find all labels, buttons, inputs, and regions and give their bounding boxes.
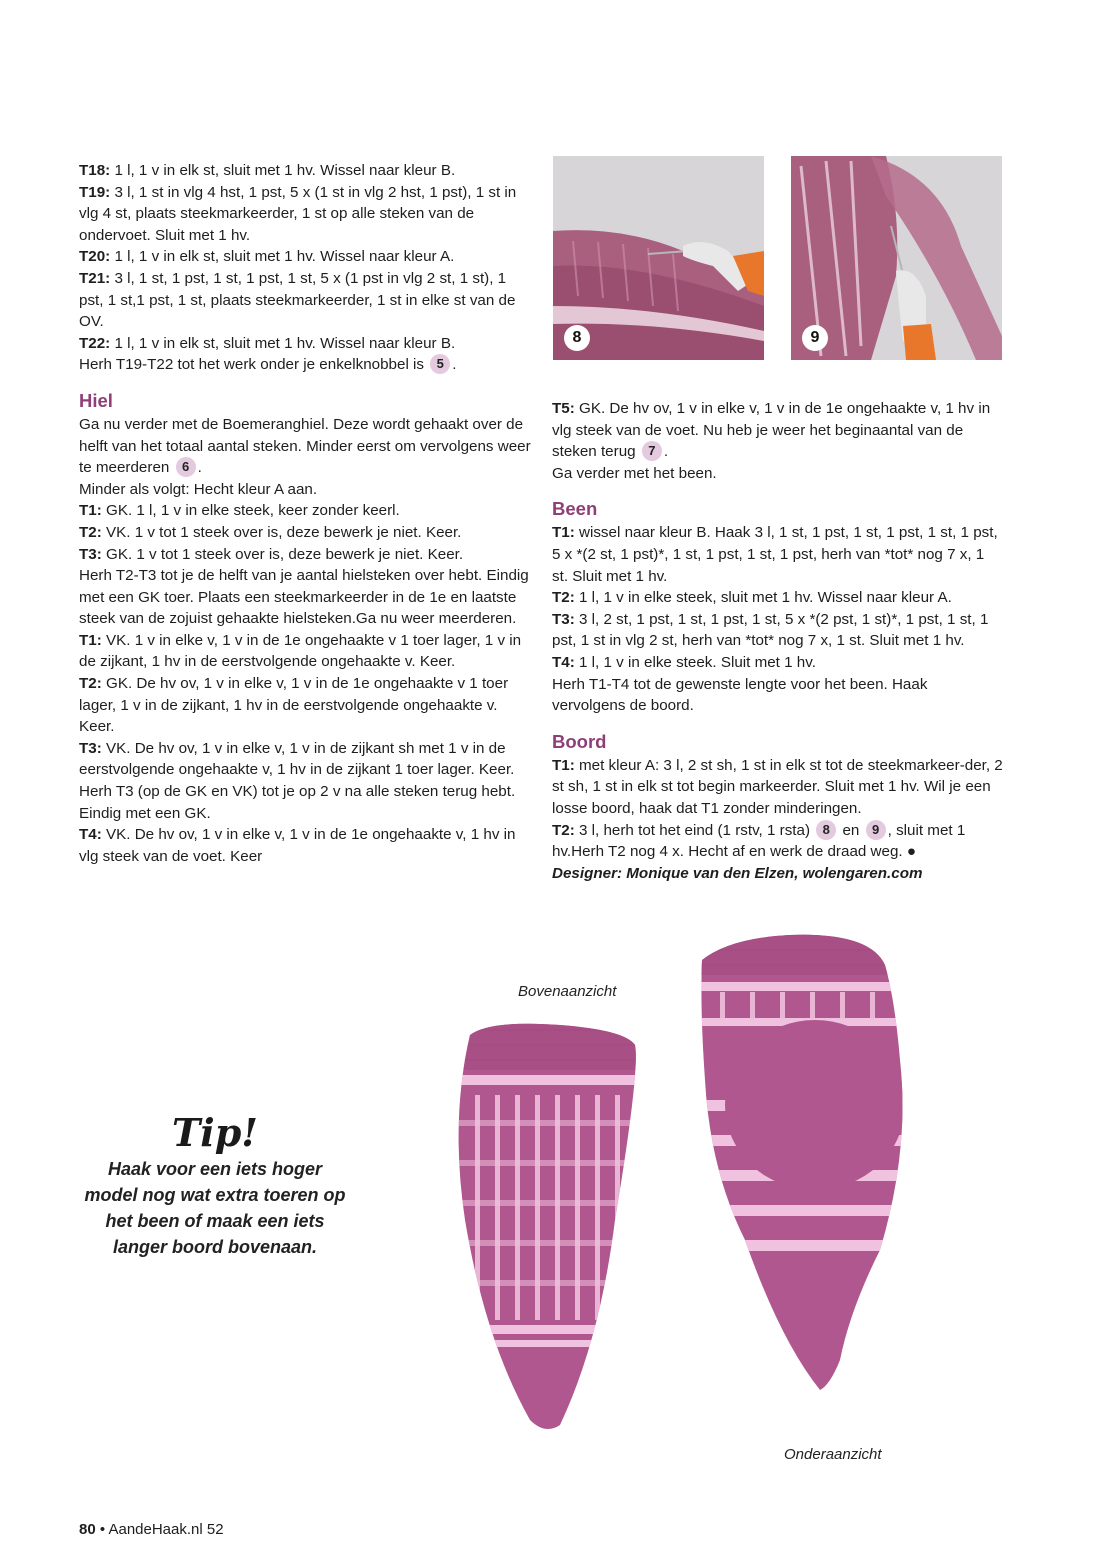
row-t19: T19: 3 l, 1 st in vlg 4 hst, 1 pst, 5 x (1 st in vlg 2 hst, 1 pst), 1 st in vlg 4 st, plaats steekmarkeerder, 1 st op alle steken van de ondervoet. Sluit met 1 hv. [79,183,517,244]
page-number: 80 [79,1521,96,1538]
designer-credit: Designer: Monique van den Elzen, wolengaren.com [552,864,923,882]
slippers-photo [430,920,940,1440]
been-row: T4: 1 l, 1 v in elke steek. Sluit met 1 hv. [552,653,816,671]
hiel-row: T3: VK. De hv ov, 1 v in elke v, 1 v in de zijkant sh met 1 v in de eerstvolgende ongehaakte v, 1 hv in de zijkant 1 toer lager. Keer. Herh T3 (op de GK en VK) tot je op 2 v na alle steken terug hebt. Eindig met een GK. [79,739,516,822]
row-t22: T22: 1 l, 1 v in elk st, sluit met 1 hv. Wissel naar kleur B. [79,334,456,352]
row-t20: T20: 1 l, 1 v in elk st, sluit met 1 hv. Wissel naar kleur A. [79,248,455,266]
step-badge: 6 [176,457,196,477]
boord-row-t1: T1: met kleur A: 3 l, 2 st sh, 1 st in elk st tot de steekmarkeer-der, 2 st sh, 1 st in elk st tot begin markeerder. Sluit met 1 hv. Wil je een losse boord, haak dat T1 zonder minderingen. [552,756,1003,817]
heel-row-t5: T5: GK. De hv ov, 1 v in elke v, 1 v in de 1e ongehaakte v, 1 hv in vlg steek van de voet. Nu heb je weer het beginaantal van de steken terug 7 . [552,400,991,461]
right-column [552,398,1004,884]
been-row: T1: wissel naar kleur B. Haak 3 l, 1 st, 1 pst, 1 st, 1 pst, 1 st, 1 pst, 5 x *(2 st, 1 pst)*, 1 st, 1 pst, 1 st, 1 pst, herh van *tot* nog 7 x, 1 st. Sluit met 1 hv. [552,524,998,585]
section-heading-hiel: Hiel [79,389,113,411]
been-row: T3: 3 l, 2 st, 1 pst, 1 st, 1 pst, 1 st, 5 x *(2 pst, 1 st)*, 1 pst, 1 st, 1 pst, 1 st in vlg 2 st, herh van *tot* nog 7 x, 1 st. Sluit met 1 hv. [552,610,989,650]
row-t18: T18: 1 l, 1 v in elk st, sluit met 1 hv. Wissel naar kleur B. [79,162,456,179]
caption-top-view: Bovenaanzicht [518,983,617,1000]
left-slipper [430,1010,670,1440]
step-badge: 5 [430,354,450,374]
section-heading-been: Been [552,498,598,520]
hiel-intro: Ga nu verder met de Boemeranghiel. Deze wordt gehaakt over de helft van het totaal aantal steken. Minder eerst om vervolgens weer te meerderen 6 . [79,415,531,477]
tip-body: Haak voor een iets hoger model nog wat extra toeren op het been of maak een iets langer boord bovenaan. [84,1159,346,1257]
hiel-row: T2: VK. 1 v tot 1 steek over is, deze bewerk je niet. Keer. [79,523,462,541]
step-badge: 7 [642,441,662,461]
hiel-minder: Minder als volgt: Hecht kleur A aan. [79,480,318,498]
hiel-row: T1: VK. 1 v in elke v, 1 v in de 1e ongehaakte v 1 toer lager, 1 v in de zijkant, 1 hv in de eerstvolgende ongehaakte v. Keer. [79,631,522,671]
hiel-row: T1: GK. 1 l, 1 v in elke steek, keer zonder keerl. [79,502,400,520]
photo-step-9 [791,156,1002,360]
herh-paragraph: Herh T19-T22 tot het werk onder je enkelknobbel is 5 . [79,356,457,374]
tip-title: Tip! [172,1110,258,1155]
row-t21: T21: 3 l, 1 st, 1 pst, 1 st, 1 pst, 1 st, 5 x (1 pst in vlg 2 st, 1 st), 1 pst, 1 st,1 pst, 1 st, plaats steekmarkeerder, 1 st in elke st van de OV. [79,269,516,331]
end-mark: ● [906,843,917,861]
magazine-name: AandeHaak.nl 52 [108,1521,224,1538]
photo-step-8 [553,156,764,360]
step-badge: 9 [866,820,886,840]
boord-row-t2: T2: 3 l, herh tot het eind (1 rstv, 1 rsta) 8 en 9 , sluit met 1 hv.Herh T2 nog 4 x. Hecht af en werk de draad weg. ● [552,821,966,861]
photo-number-badge: 8 [564,325,590,351]
right-slipper [680,920,920,1400]
been-row: T2: 1 l, 1 v in elke steek, sluit met 1 hv. Wissel naar kleur A. [552,589,952,607]
footer-bullet: • [99,1521,106,1538]
page-footer [79,1521,224,1538]
hiel-row: T3: GK. 1 v tot 1 steek over is, deze bewerk je niet. Keer. [79,545,464,563]
t5-after: Ga verder met het been. [552,464,717,482]
been-after: Herh T1-T4 tot de gewenste lengte voor het been. Haak vervolgens de boord. [552,675,928,715]
hiel-row: T4: VK. De hv ov, 1 v in elke v, 1 v in de 1e ongehaakte v, 1 hv in vlg steek van de voet. Keer [79,826,516,865]
step-badge: 8 [816,820,836,840]
photo-number-badge: 9 [802,325,828,351]
section-heading-boord: Boord [552,730,607,752]
hiel-row: T2: GK. De hv ov, 1 v in elke v, 1 v in de 1e ongehaakte v 1 toer lager, 1 v in de zijkant, 1 hv in de eerstvolgende ongehaakte v. Keer. [79,675,509,736]
left-column [79,160,531,867]
caption-bottom-view: Onderaanzicht [784,1446,882,1463]
hiel-middle: Herh T2-T3 tot je de helft van je aantal hielsteken over hebt. Eindig met een GK toer. Plaats een steekmarkeerder in de 1e en laatste steek van de zojuist gehaakte hielsteken.Ga nu weer meerderen. [79,567,529,628]
